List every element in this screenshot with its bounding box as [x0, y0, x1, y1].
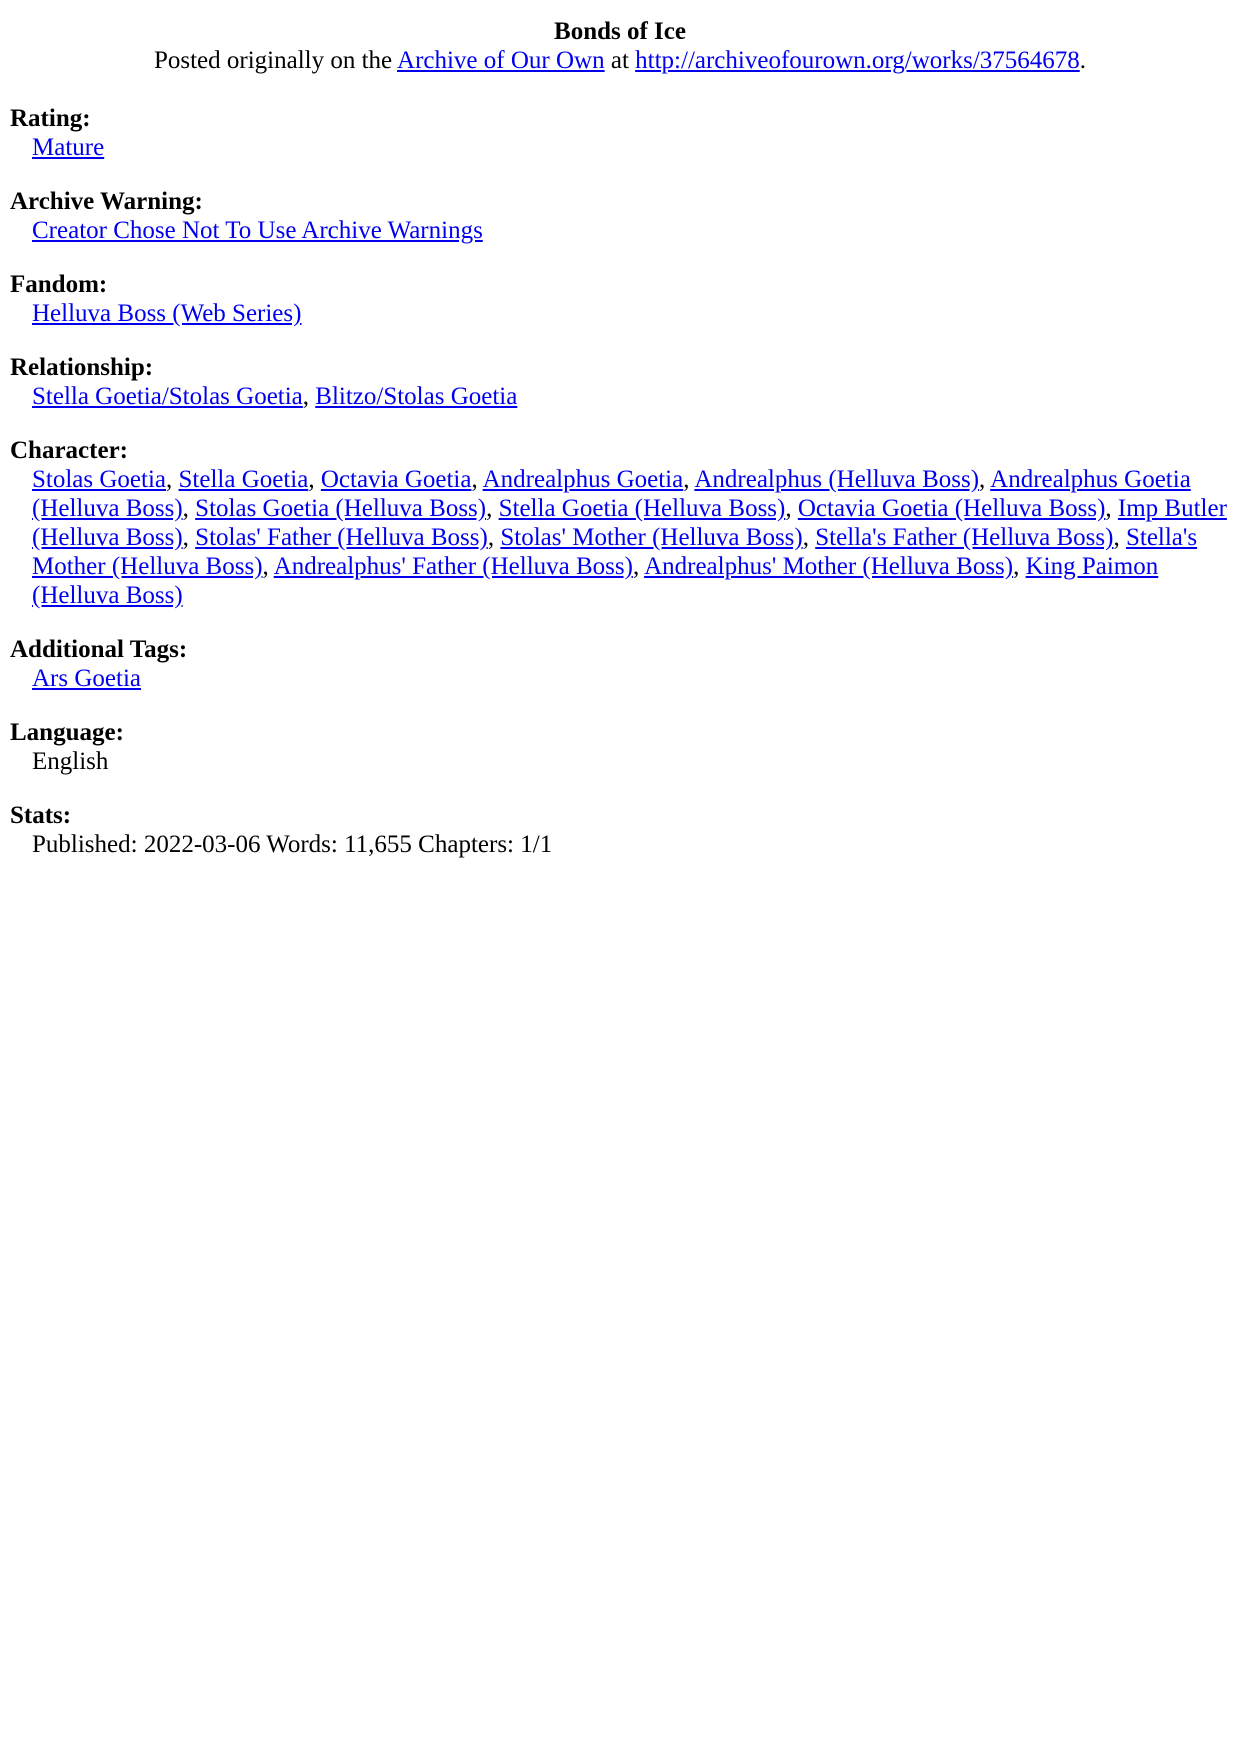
tag-link[interactable]: Stolas Goetia — [32, 466, 167, 493]
tag-link[interactable]: Helluva Boss (Web Series) — [32, 300, 302, 327]
posted-suffix: . — [1079, 47, 1087, 74]
tag-link[interactable]: Andrealphus' Father (Helluva Boss) — [273, 553, 633, 580]
meta-value: Stella Goetia/Stolas Goetia, Blitzo/Stolas Goetia — [32, 383, 518, 410]
meta-label-language: Language: — [10, 719, 124, 746]
tag-link[interactable]: Andrealphus Goetia — [482, 466, 684, 493]
tag-link[interactable]: Andrealphus Goetia (Helluva Boss) — [32, 466, 1191, 522]
tag-link[interactable]: Stella's Father (Helluva Boss) — [815, 524, 1114, 551]
tag-link[interactable]: Andrealphus (Helluva Boss) — [694, 466, 980, 493]
tag-link[interactable]: Stella's Mother (Helluva Boss) — [32, 524, 1198, 580]
tag-link[interactable]: Ars Goetia — [32, 665, 141, 692]
meta-label-stats: Stats: — [10, 802, 72, 829]
work-url-link[interactable]: http://archiveofourown.org/works/37564678 — [635, 47, 1080, 74]
meta-value — [32, 664, 1230, 693]
archive-of-our-own-link[interactable]: Archive of Our Own — [397, 47, 605, 74]
work-preface-page — [10, 17, 1230, 1717]
tag-link[interactable]: Stolas' Mother (Helluva Boss) — [500, 524, 803, 551]
meta-label-character: Character: — [10, 437, 128, 464]
tag-link[interactable]: Stella Goetia/Stolas Goetia — [32, 383, 303, 410]
work-message — [10, 17, 1230, 75]
tag-link[interactable]: King Paimon (Helluva Boss) — [32, 553, 1159, 609]
tag-link[interactable]: Stella Goetia (Helluva Boss) — [498, 495, 786, 522]
meta-text: English — [32, 748, 109, 775]
tag-link[interactable]: Blitzo/Stolas Goetia — [315, 383, 518, 410]
work-meta-list — [10, 104, 1230, 859]
work-title: Bonds of Ice — [554, 18, 686, 45]
meta-label-rating: Rating: — [10, 105, 91, 132]
tag-link[interactable]: Creator Chose Not To Use Archive Warnings — [32, 217, 483, 244]
meta-text: Published: 2022-03-06 Words: 11,655 Chapters: 1/1 — [32, 831, 553, 858]
meta-label-additional-tags: Additional Tags: — [10, 636, 188, 663]
tag-link[interactable]: Stolas Goetia (Helluva Boss) — [195, 495, 487, 522]
meta-label-archive-warning: Archive Warning: — [10, 188, 203, 215]
tag-link[interactable]: Octavia Goetia — [320, 466, 472, 493]
tag-link[interactable]: Octavia Goetia (Helluva Boss) — [797, 495, 1106, 522]
tag-link[interactable]: Stolas' Father (Helluva Boss) — [195, 524, 488, 551]
meta-label-fandom: Fandom: — [10, 271, 108, 298]
posted-middle: at — [604, 47, 636, 74]
meta-value — [32, 216, 1230, 245]
meta-value: Stolas Goetia, Stella Goetia, Octavia Goetia, Andrealphus Goetia, Andrealphus (Helluva Boss), Andrealphus Goetia (Helluva Boss), Stolas Goetia (Helluva Boss), Stella Goetia (Helluva Boss), Octavia Goetia (Helluva Boss), Imp Butler (Helluva Boss), Stolas' Father (Helluva Boss), Stolas' Mother (Helluva Boss), Stella's Father (Helluva Boss), Stella's Mother (Helluva Boss), Andrealphus' Father (Helluva Boss), Andrealphus' Mother (Helluva Boss), King Paimon (Helluva Boss) — [32, 466, 1227, 609]
posted-prefix: Posted originally on the — [153, 47, 398, 74]
meta-value — [32, 133, 1230, 162]
tag-link[interactable]: Stella Goetia — [178, 466, 309, 493]
meta-value — [32, 830, 1230, 859]
meta-value — [32, 299, 1230, 328]
tag-link[interactable]: Andrealphus' Mother (Helluva Boss) — [644, 553, 1014, 580]
tag-link[interactable]: Mature — [32, 134, 105, 161]
meta-label-relationship: Relationship: — [10, 354, 154, 381]
meta-value — [32, 747, 1230, 776]
tag-link[interactable]: Imp Butler (Helluva Boss) — [32, 495, 1227, 551]
